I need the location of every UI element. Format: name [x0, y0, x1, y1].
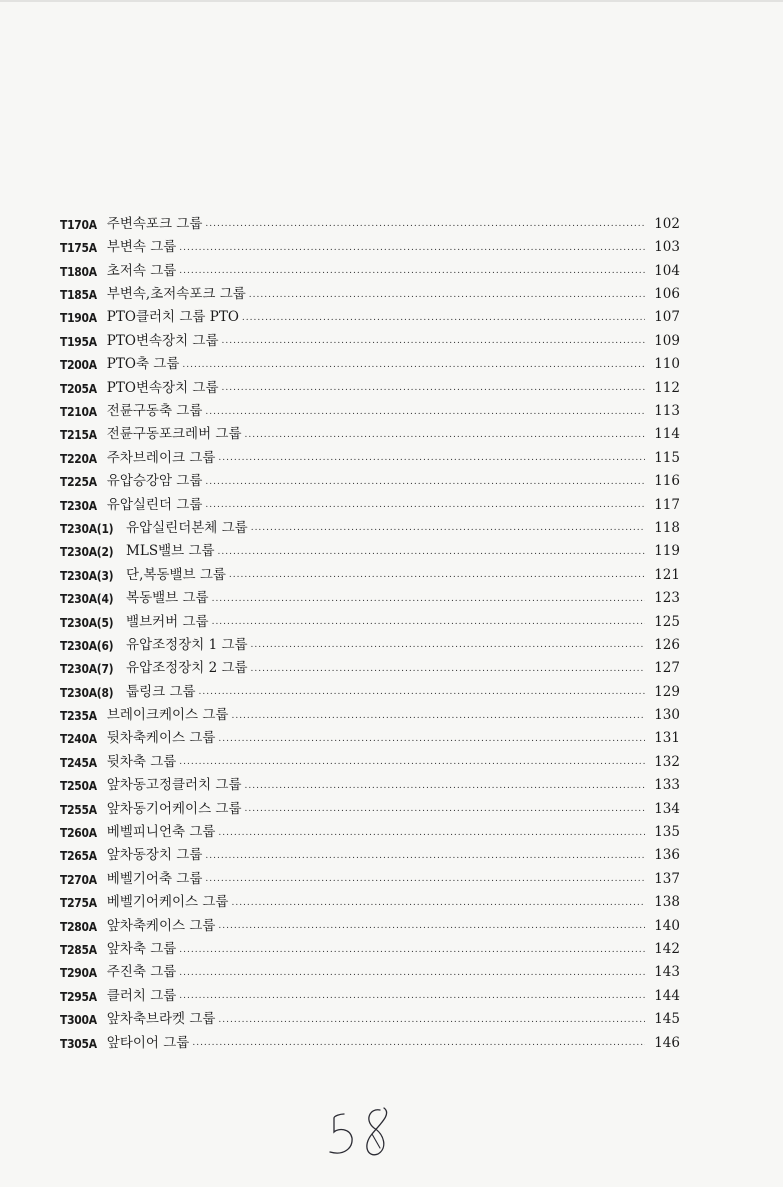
dot-leader [205, 501, 645, 510]
toc-entry [60, 535, 680, 558]
toc-entry-code: T270A [60, 871, 97, 887]
dot-leader [245, 805, 646, 814]
toc-entry-page-number: 125 [654, 613, 680, 630]
toc-entry-title: 앞타이어 그룹 [106, 1034, 190, 1051]
toc-entry-code: T200A [60, 357, 97, 373]
toc-entry [60, 208, 680, 231]
dot-leader [182, 361, 645, 370]
toc-entry [60, 419, 680, 442]
toc-entry-page-number: 143 [654, 964, 680, 981]
toc-entry [60, 231, 680, 254]
toc-entry-page-number: 127 [654, 660, 680, 677]
toc-entry-title: 주차브레이크 그룹 [106, 449, 216, 466]
toc-entry-code: T265A [60, 848, 97, 864]
toc-entry-title: PTO변속장치 그룹 [106, 379, 219, 396]
toc-entry-title: 앞차동장치 그룹 [106, 847, 203, 864]
toc-entry-code: T230A(5) [60, 614, 114, 630]
dot-leader [218, 922, 645, 931]
toc-entry [60, 980, 680, 1003]
dot-leader [218, 1016, 645, 1025]
toc-entry-title: 뒷차축케이스 그룹 [106, 730, 216, 747]
toc-entry-page-number: 146 [654, 1034, 680, 1051]
toc-entry-page-number: 117 [654, 496, 680, 513]
toc-entry-page-number: 140 [654, 917, 680, 934]
dot-leader [179, 992, 645, 1001]
toc-entry-title: 단,복동밸브 그룹 [126, 566, 226, 583]
toc-entry [60, 652, 680, 675]
toc-entry-page-number: 112 [654, 379, 680, 396]
toc-entry [60, 395, 680, 418]
toc-entry [60, 512, 680, 535]
dot-leader [205, 852, 645, 861]
dot-leader [179, 267, 645, 276]
toc-entry-title: 초저속 그룹 [106, 262, 177, 279]
toc-entry-page-number: 136 [654, 847, 680, 864]
toc-entry [60, 699, 680, 722]
toc-entry-title: 전륜구동포크레버 그룹 [106, 426, 242, 443]
toc-entry-code: T305A [60, 1035, 97, 1051]
toc-entry-page-number: 116 [654, 473, 680, 490]
dot-leader [192, 1039, 645, 1048]
toc-entry-page-number: 115 [654, 449, 680, 466]
toc-entry [60, 489, 680, 512]
toc-entry-page-number: 134 [654, 800, 680, 817]
table-of-contents [60, 208, 680, 1050]
dot-leader [205, 875, 645, 884]
toc-entry-title: 뒷차축 그룹 [106, 753, 177, 770]
toc-entry [60, 723, 680, 746]
toc-entry-title: 전륜구동축 그룹 [106, 403, 203, 420]
toc-entry [60, 302, 680, 325]
dot-leader [212, 595, 645, 604]
toc-entry-code: T220A [60, 450, 97, 466]
toc-entry-code: T290A [60, 965, 97, 981]
toc-entry [60, 910, 680, 933]
toc-entry-page-number: 130 [654, 707, 680, 724]
toc-entry-code: T230A(7) [60, 661, 114, 677]
dot-leader [222, 384, 646, 393]
toc-entry-page-number: 132 [654, 753, 680, 770]
dot-leader [218, 829, 645, 838]
dot-leader [205, 408, 645, 417]
dot-leader [199, 688, 645, 697]
toc-entry-title: 앞차동기어케이스 그룹 [106, 800, 242, 817]
toc-entry [60, 582, 680, 605]
toc-entry [60, 793, 680, 816]
dot-leader [245, 782, 646, 791]
dot-leader [245, 431, 646, 440]
toc-entry-title: 주진축 그룹 [106, 964, 177, 981]
toc-entry-code: T205A [60, 380, 97, 396]
toc-entry-title: 복동밸브 그룹 [126, 590, 209, 607]
dot-leader [222, 337, 646, 346]
toc-entry [60, 278, 680, 301]
toc-entry-title: PTO변속장치 그룹 [106, 332, 219, 349]
toc-entry-title: 유압실린더본체 그룹 [126, 519, 248, 536]
dot-leader [242, 314, 645, 323]
toc-entry [60, 465, 680, 488]
toc-entry-page-number: 131 [654, 730, 680, 747]
toc-entry [60, 325, 680, 348]
toc-entry [60, 933, 680, 956]
toc-entry [60, 676, 680, 699]
toc-entry-code: T245A [60, 754, 97, 770]
toc-entry-title: 유압조정장치 1 그룹 [126, 636, 248, 653]
toc-entry-code: T250A [60, 778, 97, 794]
toc-entry-page-number: 129 [654, 683, 680, 700]
dot-leader [251, 665, 645, 674]
toc-entry [60, 840, 680, 863]
toc-entry-page-number: 109 [654, 332, 680, 349]
toc-entry-code: T230A(4) [60, 591, 114, 607]
toc-entry-code: T185A [60, 287, 97, 303]
toc-entry-code: T195A [60, 333, 97, 349]
toc-entry [60, 255, 680, 278]
dot-leader [179, 244, 645, 253]
toc-entry-page-number: 138 [654, 894, 680, 911]
toc-entry-page-number: 114 [654, 426, 680, 443]
dot-leader [251, 641, 645, 650]
toc-entry-page-number: 104 [654, 262, 680, 279]
toc-entry-code: T170A [60, 216, 97, 232]
toc-entry-page-number: 144 [654, 987, 680, 1004]
toc-entry [60, 863, 680, 886]
dot-leader [231, 712, 645, 721]
toc-entry-code: T175A [60, 240, 97, 256]
toc-entry-code: T255A [60, 801, 97, 817]
toc-entry-title: 클러치 그룹 [106, 987, 177, 1004]
dot-leader [229, 571, 645, 580]
toc-entry [60, 606, 680, 629]
toc-entry-page-number: 137 [654, 870, 680, 887]
toc-entry-page-number: 135 [654, 824, 680, 841]
toc-entry [60, 559, 680, 582]
toc-entry-title: 앞차축 그룹 [106, 941, 177, 957]
dot-leader [218, 454, 645, 463]
handwritten-page-number [322, 1100, 412, 1160]
toc-entry-page-number: 145 [654, 1011, 680, 1028]
toc-entry-title: 브레이크케이스 그룹 [106, 707, 229, 724]
toc-entry-page-number: 126 [654, 636, 680, 653]
toc-entry-title: 유압조정장치 2 그룹 [126, 660, 248, 677]
dot-leader [179, 758, 645, 767]
toc-entry-code: T300A [60, 1012, 97, 1028]
toc-entry-code: T280A [60, 918, 97, 934]
dot-leader [251, 524, 645, 533]
toc-entry-code: T230A(1) [60, 520, 114, 536]
toc-entry [60, 348, 680, 371]
dot-leader [231, 899, 645, 908]
toc-entry-code: T260A [60, 825, 97, 841]
dot-leader [249, 291, 645, 300]
toc-entry-title: 밸브커버 그룹 [126, 613, 209, 630]
toc-entry-code: T230A(6) [60, 637, 114, 653]
toc-entry-code: T230A(8) [60, 684, 114, 700]
toc-entry-code: T235A [60, 708, 97, 724]
toc-entry-title: PTO축 그룹 [106, 356, 180, 373]
toc-entry [60, 957, 680, 980]
toc-entry-code: T225A [60, 474, 97, 490]
toc-entry-code: T230A [60, 497, 97, 513]
toc-entry-title: 베벨피니언축 그룹 [106, 824, 216, 841]
toc-entry [60, 372, 680, 395]
toc-entry-title: 유압승강암 그룹 [106, 473, 203, 490]
dot-leader [179, 946, 645, 955]
toc-entry-title: PTO클러치 그룹 PTO [106, 309, 239, 326]
toc-entry-page-number: 123 [654, 590, 680, 607]
toc-entry-title: 부변속 그룹 [106, 239, 177, 256]
toc-entry-title: 부변속,초저속포크 그룹 [106, 286, 246, 303]
toc-entry-title: MLS밸브 그룹 [126, 543, 215, 560]
toc-entry-code: T230A(2) [60, 544, 114, 560]
toc-entry-code: T190A [60, 310, 97, 326]
toc-entry-page-number: 110 [654, 356, 680, 373]
toc-entry-title: 유압실린더 그룹 [106, 496, 203, 513]
toc-entry-code: T230A(3) [60, 567, 114, 583]
page-edge [0, 0, 783, 2]
dot-leader [179, 969, 645, 978]
toc-entry [60, 629, 680, 652]
toc-entry-code: T275A [60, 895, 97, 911]
toc-entry-page-number: 142 [654, 941, 680, 957]
dot-leader [212, 618, 645, 627]
toc-entry-page-number: 119 [654, 543, 680, 560]
dot-leader [218, 548, 645, 557]
toc-entry-code: T180A [60, 263, 97, 279]
toc-entry-page-number: 102 [654, 215, 680, 232]
dot-leader [218, 735, 645, 744]
toc-entry-title: 툽링크 그룹 [126, 683, 196, 700]
toc-entry-title: 앞차축브라켓 그룹 [106, 1011, 216, 1028]
toc-entry-code: T240A [60, 731, 97, 747]
toc-entry-page-number: 113 [654, 403, 680, 420]
toc-entry-code: T295A [60, 988, 97, 1004]
toc-entry [60, 816, 680, 839]
toc-entry [60, 1003, 680, 1026]
toc-entry-page-number: 106 [654, 286, 680, 303]
toc-entry-title: 베벨기어축 그룹 [106, 870, 203, 887]
toc-entry-page-number: 103 [654, 239, 680, 256]
toc-entry-page-number: 121 [654, 566, 680, 583]
toc-entry-code: T285A [60, 942, 97, 957]
toc-entry [60, 1027, 680, 1050]
toc-entry [60, 746, 680, 769]
toc-entry [60, 442, 680, 465]
toc-entry-code: T210A [60, 404, 97, 420]
toc-entry-code: T215A [60, 427, 97, 443]
toc-entry-page-number: 107 [654, 309, 680, 326]
toc-entry-title: 베벨기어케이스 그룹 [106, 894, 229, 911]
toc-entry-title: 앞차축케이스 그룹 [106, 917, 216, 934]
toc-entry-title: 주변속포크 그룹 [106, 215, 203, 232]
toc-entry-page-number: 133 [654, 777, 680, 794]
toc-entry [60, 886, 680, 909]
dot-leader [205, 478, 645, 487]
toc-entry [60, 769, 680, 792]
dot-leader [205, 220, 645, 229]
toc-entry-page-number: 118 [654, 519, 680, 536]
toc-entry-title: 앞차동고정클러치 그룹 [106, 777, 242, 794]
